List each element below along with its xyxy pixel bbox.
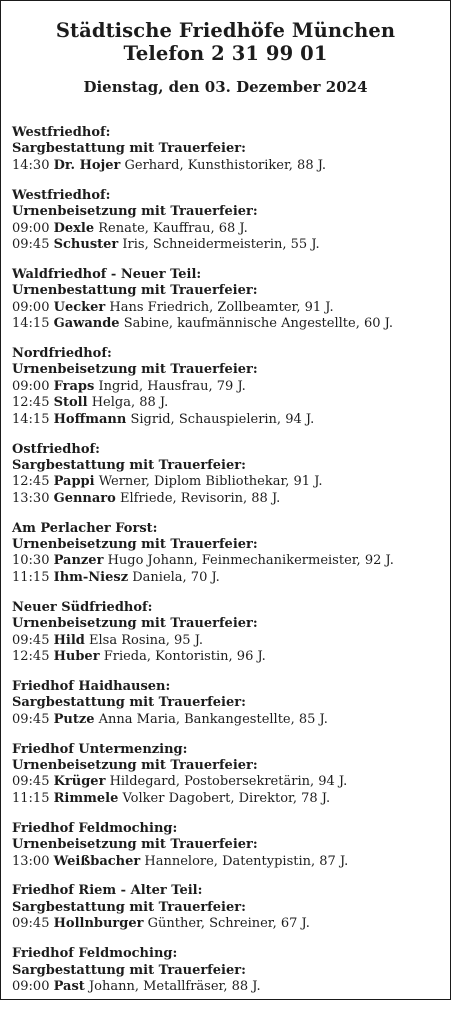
cemetery-section — [12, 188, 444, 254]
entry-surname: Gawande — [53, 316, 120, 332]
cemetery-name: Friedhof Haidhausen: — [12, 678, 171, 694]
cemetery-name: Friedhof Feldmoching: — [12, 820, 178, 836]
entry-surname: Stoll — [53, 395, 88, 411]
entry-details: Sabine, kaufmännische Angestellte, 60 J. — [123, 316, 393, 332]
entry-surname: Uecker — [53, 299, 106, 315]
entry-details: Helga, 88 J. — [91, 395, 169, 411]
entry-details: Elfriede, Revisorin, 88 J. — [119, 490, 281, 506]
cemetery-name: Friedhof Feldmoching: — [12, 946, 178, 962]
cemetery-section — [12, 521, 444, 587]
ceremony-type: Urnenbeisetzung mit Trauerfeier: — [12, 204, 258, 220]
entry-time: 10:30 — [12, 553, 50, 569]
funeral-entry — [12, 491, 444, 507]
entry-details: Werner, Diplom Bibliothekar, 91 J. — [98, 474, 323, 490]
funeral-entry — [12, 316, 444, 332]
funeral-entry — [12, 712, 444, 728]
entry-details: Gerhard, Kunsthistoriker, 88 J. — [124, 157, 327, 173]
entry-surname: Hoffmann — [53, 411, 127, 427]
cemetery-section — [12, 267, 444, 333]
ceremony-type: Urnenbestattung mit Trauerfeier: — [12, 283, 258, 299]
entry-details: Hans Friedrich, Zollbeamter, 91 J. — [109, 299, 334, 315]
entry-time: 14:15 — [12, 316, 50, 332]
funeral-entry — [12, 158, 444, 174]
entry-time: 13:00 — [12, 853, 50, 869]
cemetery-section — [12, 125, 444, 174]
entry-surname: Krüger — [53, 774, 106, 790]
entry-surname: Schuster — [53, 236, 119, 252]
entry-surname: Hollnburger — [53, 916, 144, 932]
entry-time: 11:15 — [12, 569, 50, 585]
funeral-entry — [12, 791, 444, 807]
entry-time: 11:15 — [12, 790, 50, 806]
entry-time: 09:45 — [12, 711, 50, 727]
entry-surname: Dexle — [53, 220, 95, 236]
notice-date: Dienstag, den 03. Dezember 2024 — [83, 78, 368, 96]
ceremony-type: Urnenbeisetzung mit Trauerfeier: — [12, 758, 258, 773]
entry-surname: Pappi — [53, 474, 95, 490]
entry-time: 09:00 — [12, 378, 50, 394]
notice-title-phone: Telefon 2 31 99 01 — [123, 42, 328, 65]
funeral-entry — [12, 237, 444, 253]
ceremony-type: Sargbestattung mit Trauerfeier: — [12, 457, 246, 473]
cemetery-section — [12, 346, 444, 428]
entry-surname: Huber — [53, 648, 100, 664]
notice-title-line1: Städtische Friedhöfe München — [55, 19, 396, 42]
entry-time: 09:45 — [12, 236, 50, 252]
cemetery-section — [12, 442, 444, 508]
cemetery-name: Waldfriedhof - Neuer Teil: — [12, 266, 202, 282]
entry-surname: Fraps — [53, 378, 95, 394]
entry-surname: Gennaro — [53, 490, 116, 506]
funeral-entry — [12, 854, 444, 870]
ceremony-type: Urnenbeisetzung mit Trauerfeier: — [12, 362, 258, 378]
entry-surname: Dr. Hojer — [53, 157, 121, 173]
entry-details: Ingrid, Hausfrau, 79 J. — [98, 378, 246, 394]
entry-details: Johann, Metallfräser, 88 J. — [88, 978, 261, 994]
funeral-entry — [12, 474, 444, 490]
ceremony-type: Sargbestattung mit Trauerfeier: — [12, 695, 246, 711]
entry-details: Frieda, Kontoristin, 96 J. — [103, 648, 266, 664]
entry-surname: Ihm-Niesz — [53, 569, 129, 585]
cemetery-name: Westfriedhof: — [12, 187, 111, 203]
entry-time: 09:45 — [12, 774, 50, 790]
ceremony-type: Urnenbeisetzung mit Trauerfeier: — [12, 537, 258, 553]
cemetery-section — [12, 742, 444, 808]
funeral-entry — [12, 553, 444, 569]
entry-details: Hildegard, Postobersekretärin, 94 J. — [109, 774, 348, 790]
funeral-entry — [12, 395, 444, 411]
cemetery-name: Westfriedhof: — [12, 125, 111, 140]
funeral-entry — [12, 979, 444, 995]
ceremony-type: Sargbestattung mit Trauerfeier: — [12, 899, 246, 915]
ceremony-type: Sargbestattung mit Trauerfeier: — [12, 141, 246, 157]
entry-surname: Hild — [53, 632, 85, 648]
entry-time: 09:00 — [12, 299, 50, 315]
cemetery-name: Friedhof Untermenzing: — [12, 741, 188, 757]
entry-details: Hannelore, Datentypistin, 87 J. — [144, 853, 349, 869]
entry-time: 09:00 — [12, 220, 50, 236]
cemetery-name: Am Perlacher Forst: — [12, 520, 158, 536]
funeral-entry — [12, 570, 444, 586]
entry-details: Volker Dagobert, Direktor, 78 J. — [122, 790, 331, 806]
entry-time: 13:30 — [12, 490, 50, 506]
entry-time: 12:45 — [12, 474, 50, 490]
funeral-entry — [12, 774, 444, 790]
cemetery-name: Ostfriedhof: — [12, 441, 100, 457]
funeral-entry — [12, 633, 444, 649]
notice-header — [1, 1, 450, 97]
funeral-entry — [12, 379, 444, 395]
entry-surname: Panzer — [53, 553, 104, 569]
entry-time: 12:45 — [12, 395, 50, 411]
entry-details: Anna Maria, Bankangestellte, 85 J. — [98, 711, 328, 727]
funeral-entry — [12, 221, 444, 237]
entry-details: Iris, Schneidermeisterin, 55 J. — [122, 236, 320, 252]
entry-details: Elsa Rosina, 95 J. — [89, 632, 204, 648]
entry-surname: Putze — [53, 711, 95, 727]
cemetery-section — [12, 883, 444, 932]
cemetery-name: Nordfriedhof: — [12, 345, 112, 361]
ceremony-type: Urnenbeisetzung mit Trauerfeier: — [12, 616, 258, 632]
entry-surname: Weißbacher — [53, 853, 141, 869]
cemetery-section — [12, 600, 444, 666]
cemetery-name: Neuer Südfriedhof: — [12, 599, 153, 615]
ceremony-type: Sargbestattung mit Trauerfeier: — [12, 962, 246, 978]
cemetery-section — [12, 821, 444, 870]
entry-details: Daniela, 70 J. — [132, 569, 220, 585]
entry-surname: Rimmele — [53, 790, 119, 806]
cemetery-section — [12, 679, 444, 728]
funeral-entry — [12, 300, 444, 316]
entry-time: 09:45 — [12, 916, 50, 932]
entry-time: 09:45 — [12, 632, 50, 648]
cemetery-name: Friedhof Riem - Alter Teil: — [12, 883, 203, 899]
entry-details: Günther, Schreiner, 67 J. — [147, 916, 310, 932]
entry-details: Sigrid, Schauspielerin, 94 J. — [130, 411, 315, 427]
entry-details: Hugo Johann, Feinmechanikermeister, 92 J. — [107, 553, 394, 569]
entry-time: 14:15 — [12, 411, 50, 427]
entry-surname: Past — [53, 978, 85, 994]
funeral-entry — [12, 916, 444, 932]
ceremony-type: Urnenbeisetzung mit Trauerfeier: — [12, 837, 258, 853]
funeral-entry — [12, 649, 444, 665]
entry-details: Renate, Kauffrau, 68 J. — [98, 220, 248, 236]
cemetery-sections — [12, 125, 444, 1009]
funeral-entry — [12, 412, 444, 428]
entry-time: 12:45 — [12, 648, 50, 664]
entry-time: 09:00 — [12, 978, 50, 994]
entry-time: 14:30 — [12, 157, 50, 173]
cemetery-section — [12, 946, 444, 995]
